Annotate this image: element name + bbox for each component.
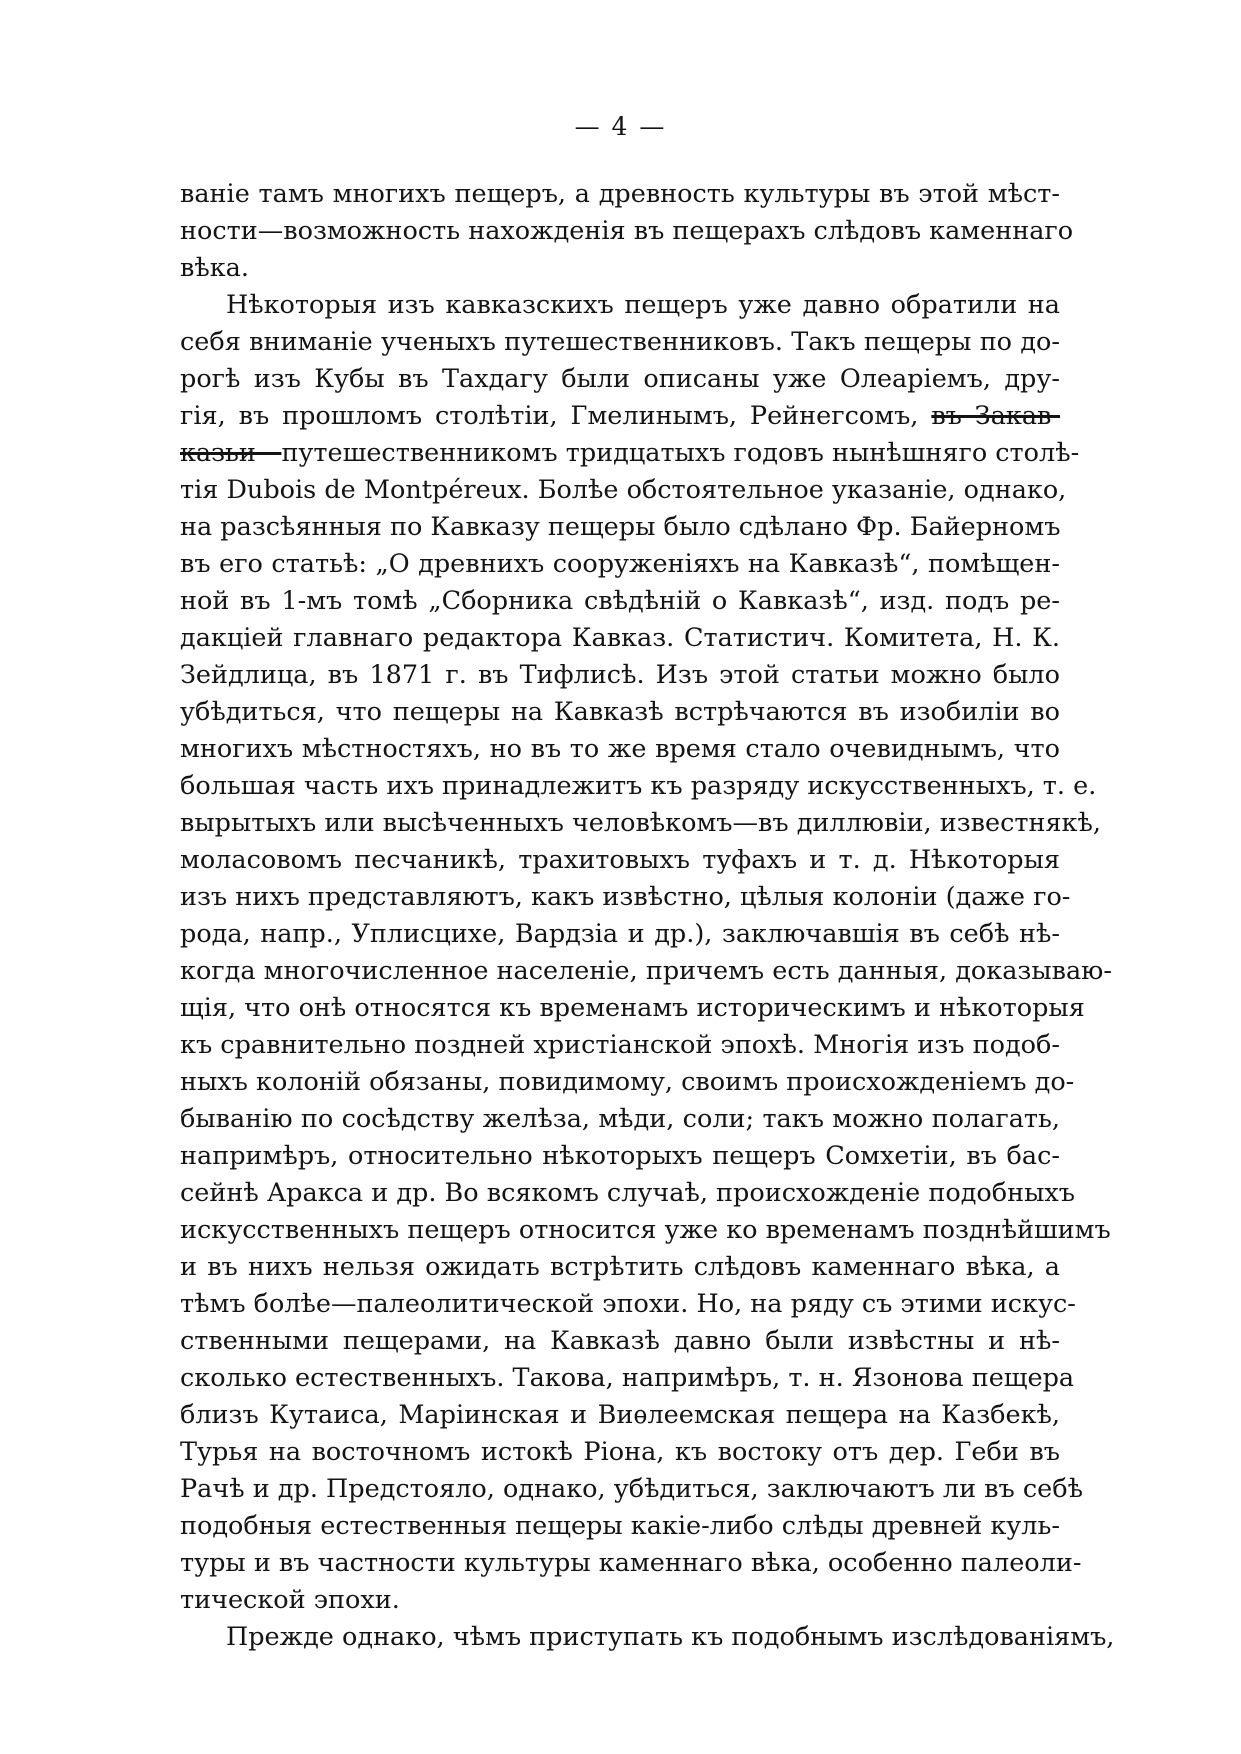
text-line-11: въ его статьѣ: „О древнихъ сооруженіяхъ на Кавказѣ“, помѣщен- — [180, 549, 1060, 579]
struck-text-1: въ Закав- — [931, 401, 1061, 431]
text-line-17: большая часть ихъ принадлежитъ къ разряду искусственныхъ, т. е. — [180, 771, 1097, 801]
body-text — [180, 176, 1115, 1656]
struck-text-2: казьи— — [180, 438, 282, 468]
text-line-33: сколько естественныхъ. Такова, напримѣръ, т. н. Язонова пещера — [180, 1363, 1075, 1393]
text-line-34: близъ Кутаиса, Маріинская и Виѳлеемская пещера на Казбекѣ, — [180, 1400, 1060, 1430]
text-line-12: ной въ 1-мъ томѣ „Сборника свѣдѣній о Кавказѣ“, изд. подъ ре- — [180, 586, 1060, 616]
text-line-5: себя вниманіе ученыхъ путешественниковъ. Такъ пещеры по до- — [180, 327, 1060, 357]
text-line-8-main: путешественникомъ тридцатыхъ годовъ нынѣшняго столѣ- — [281, 438, 1080, 468]
text-line-10: на разсѣянныя по Кавказу пещеры было сдѣлано Фр. Байерномъ — [180, 512, 1061, 542]
text-line-2: ности—возможность нахожденія въ пещерахъ слѣдовъ каменнаго — [180, 216, 1074, 246]
text-line-37: подобныя естественныя пещеры какіе-либо слѣды древней куль- — [180, 1511, 1060, 1541]
text-line-18: вырытыхъ или высѣченныхъ человѣкомъ—въ диллювіи, известнякѣ, — [180, 808, 1101, 838]
text-line-7 — [180, 398, 1060, 435]
text-line-6: рогѣ изъ Кубы въ Тахдагу были описаны уже Олеаріемъ, дру- — [180, 364, 1060, 394]
text-line-25: ныхъ колоній обязаны, повидимому, своимъ происхожденіемъ до- — [180, 1067, 1075, 1097]
text-line-1: ваніе тамъ многихъ пещеръ, а древность культуры въ этой мѣст- — [180, 179, 1060, 209]
text-line-15: убѣдиться, что пещеры на Кавказѣ встрѣчаются въ изобиліи во — [180, 697, 1060, 727]
text-line-22: когда многочисленное населеніе, причемъ есть данныя, доказываю- — [180, 956, 1112, 986]
text-line-38: туры и въ частности культуры каменнаго вѣка, особенно палеоли- — [180, 1548, 1082, 1578]
text-line-19: моласовомъ песчаникѣ, трахитовыхъ туфахъ и т. д. Нѣкоторыя — [180, 845, 1060, 875]
text-line-32: ственными пещерами, на Кавказѣ давно были извѣстны и нѣ- — [180, 1326, 1060, 1356]
text-line-39: тической эпохи. — [180, 1585, 400, 1615]
text-line-20: изъ нихъ представляютъ, какъ извѣстно, цѣлыя колоніи (даже го- — [180, 882, 1071, 912]
text-line-36: Рачѣ и др. Предстояло, однако, убѣдиться, заключаютъ ли въ себѣ — [180, 1474, 1083, 1504]
text-line-26: быванію по сосѣдству желѣза, мѣди, соли; такъ можно полагать, — [180, 1104, 1060, 1134]
text-line-3: вѣка. — [180, 253, 249, 283]
text-line-30: и въ нихъ нельзя ожидать встрѣтить слѣдовъ каменнаго вѣка, а — [180, 1252, 1060, 1282]
page-number: — 4 — — [574, 112, 667, 141]
text-line-23: щія, что онѣ относятся къ временамъ историческимъ и нѣкоторыя — [180, 993, 1085, 1023]
text-line-7-main: гія, въ прошломъ столѣтіи, Гмелинымъ, Рейнегсомъ, — [180, 401, 919, 431]
text-line-4: Нѣкоторыя изъ кавказскихъ пещеръ уже давно обратили на — [226, 290, 1060, 320]
text-line-16: многихъ мѣстностяхъ, но въ то же время стало очевиднымъ, что — [180, 734, 1060, 764]
text-line-29: искусственныхъ пещеръ относится уже ко временамъ позднѣйшимъ — [180, 1215, 1111, 1245]
text-line-21: рода, напр., Уплисцихе, Вардзіа и др.), заключавшія въ себѣ нѣ- — [180, 919, 1060, 949]
text-line-27: напримѣръ, относительно нѣкоторыхъ пещеръ Сомхетіи, въ бас- — [180, 1141, 1060, 1171]
text-line-31: тѣмъ болѣе—палеолитической эпохи. Но, на ряду съ этими искус- — [180, 1289, 1076, 1319]
text-line-40: Прежде однако, чѣмъ приступать къ подобнымъ изслѣдованіямъ, — [226, 1622, 1115, 1652]
text-line-8 — [180, 435, 1080, 472]
text-line-9: тія Dubois de Montpéreux. Болѣе обстоятельное указаніе, однако, — [180, 475, 1067, 505]
text-line-14: Зейдлица, въ 1871 г. въ Тифлисѣ. Изъ этой статьи можно было — [180, 660, 1060, 690]
text-line-13: дакціей главнаго редактора Кавказ. Статистич. Комитета, Н. К. — [180, 623, 1060, 653]
text-line-35: Турья на восточномъ истокѣ Ріона, къ востоку отъ дер. Геби въ — [180, 1437, 1060, 1467]
text-line-24: къ сравнительно поздней христіанской эпохѣ. Многія изъ подоб- — [180, 1030, 1060, 1060]
text-line-28: сейнѣ Аракса и др. Во всякомъ случаѣ, происхожденіе подобныхъ — [180, 1178, 1075, 1208]
